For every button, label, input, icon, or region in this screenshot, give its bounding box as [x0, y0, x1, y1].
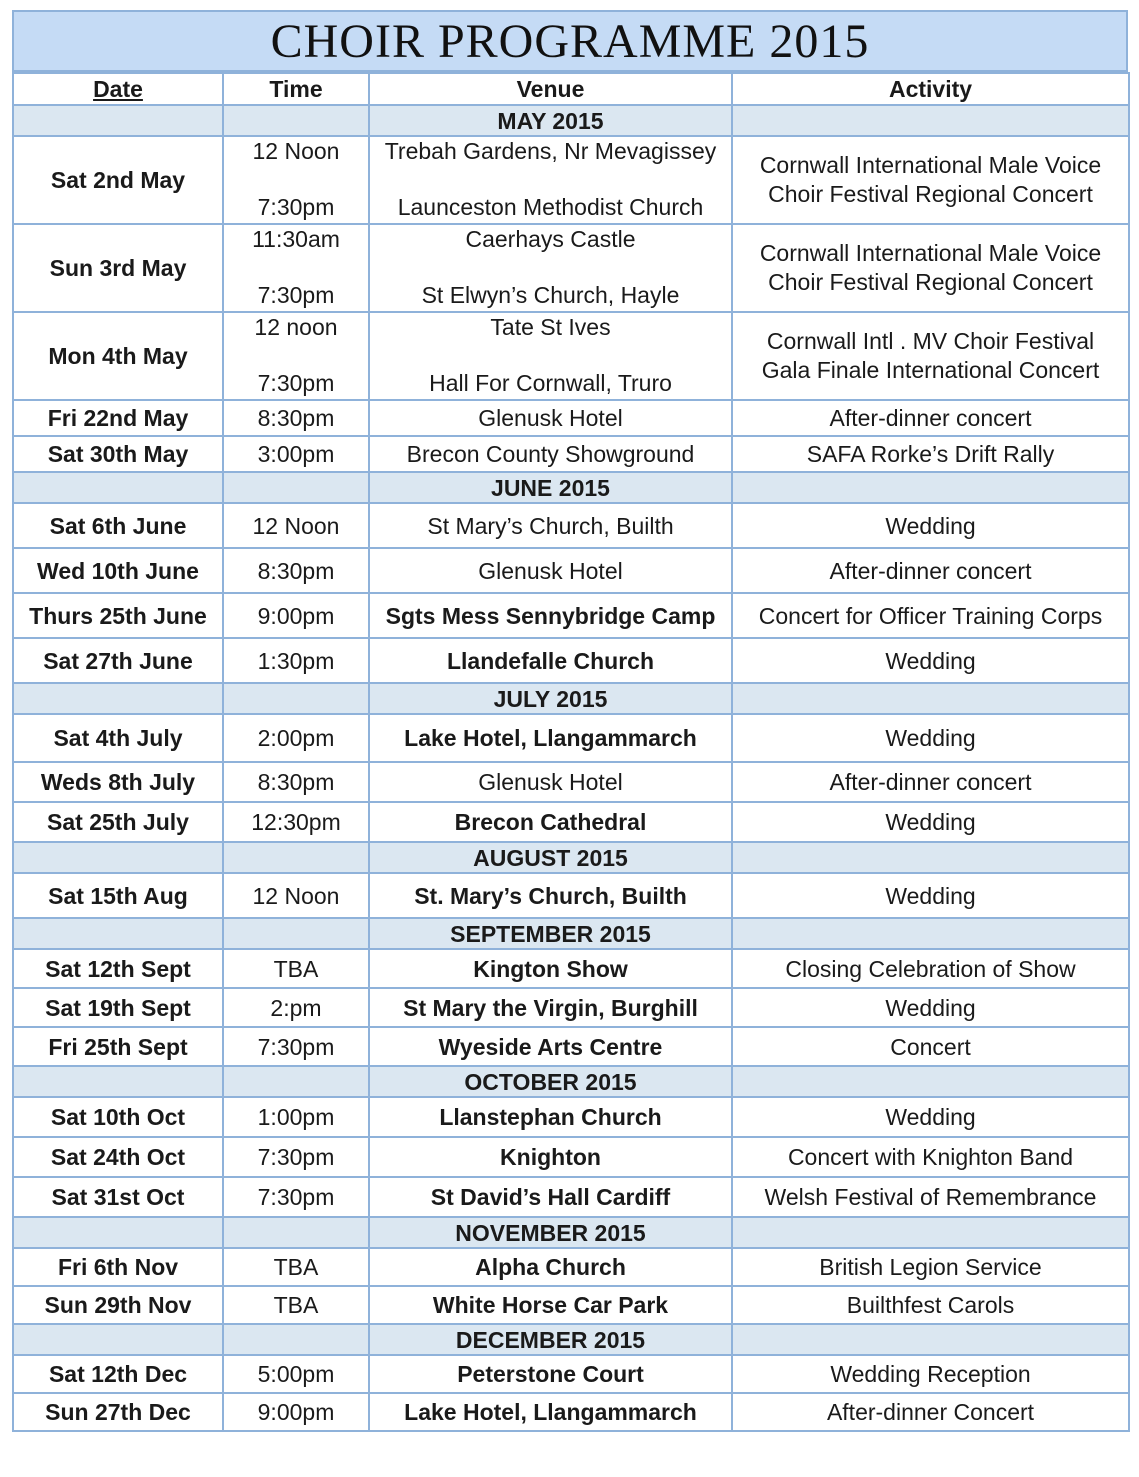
event-activity: Wedding Reception — [732, 1355, 1129, 1393]
table-row — [13, 224, 1129, 312]
column-header-activity: Activity — [732, 73, 1129, 105]
table-row — [13, 988, 1129, 1027]
event-time: 2:00pm — [223, 714, 369, 762]
event-venue: Llandefalle Church — [369, 638, 732, 683]
event-activity: Concert — [732, 1027, 1129, 1066]
table-row — [13, 136, 1129, 224]
event-time: 12 Noon — [223, 503, 369, 548]
event-date: Sat 30th May — [13, 436, 223, 472]
table-row — [13, 1027, 1129, 1066]
event-venue: Lake Hotel, Llangammarch — [369, 1393, 732, 1431]
event-time: TBA — [223, 1286, 369, 1324]
event-time: 7:30pm — [223, 1137, 369, 1177]
table-row — [13, 593, 1129, 638]
event-time: 9:00pm — [223, 593, 369, 638]
event-date: Sat 15th Aug — [13, 873, 223, 918]
event-venue: Peterstone Court — [369, 1355, 732, 1393]
event-date: Sat 10th Oct — [13, 1097, 223, 1137]
event-activity: Wedding — [732, 714, 1129, 762]
event-time: 8:30pm — [223, 548, 369, 593]
column-header-date: Date — [13, 73, 223, 105]
event-venue: Kington Show — [369, 949, 732, 988]
event-date: Thurs 25th June — [13, 593, 223, 638]
event-activity: After-dinner Concert — [732, 1393, 1129, 1431]
event-activity: After-dinner concert — [732, 548, 1129, 593]
event-date: Sun 27th Dec — [13, 1393, 223, 1431]
event-date: Sat 2nd May — [13, 136, 223, 224]
event-date: Mon 4th May — [13, 312, 223, 400]
event-venue: Brecon County Showground — [369, 436, 732, 472]
table-row — [13, 1286, 1129, 1324]
event-venue: White Horse Car Park — [369, 1286, 732, 1324]
header-row — [13, 73, 1129, 105]
table-row — [13, 1097, 1129, 1137]
event-activity: Closing Celebration of Show — [732, 949, 1129, 988]
table-row — [13, 802, 1129, 842]
event-time: TBA — [223, 1248, 369, 1286]
month-row — [13, 918, 1129, 949]
table-row — [13, 638, 1129, 683]
page-title: CHOIR PROGRAMME 2015 — [12, 10, 1128, 72]
event-venue: Glenusk Hotel — [369, 400, 732, 436]
event-time: 12 Noon 7:30pm — [223, 136, 369, 224]
event-venue: Wyeside Arts Centre — [369, 1027, 732, 1066]
event-time: 8:30pm — [223, 400, 369, 436]
month-label: NOVEMBER 2015 — [369, 1217, 732, 1248]
event-activity: Wedding — [732, 1097, 1129, 1137]
event-venue: Knighton — [369, 1137, 732, 1177]
table-row — [13, 714, 1129, 762]
column-header-time: Time — [223, 73, 369, 105]
event-activity: Cornwall International Male Voice Choir Festival Regional Concert — [732, 136, 1129, 224]
event-activity: After-dinner concert — [732, 762, 1129, 802]
event-activity: Wedding — [732, 988, 1129, 1027]
event-date: Sun 3rd May — [13, 224, 223, 312]
month-label: JULY 2015 — [369, 683, 732, 714]
event-time: 3:00pm — [223, 436, 369, 472]
table-row — [13, 312, 1129, 400]
event-activity: Welsh Festival of Remembrance — [732, 1177, 1129, 1217]
event-activity: Concert for Officer Training Corps — [732, 593, 1129, 638]
month-row — [13, 105, 1129, 136]
event-activity: Builthfest Carols — [732, 1286, 1129, 1324]
event-time: 9:00pm — [223, 1393, 369, 1431]
event-date: Sat 12th Dec — [13, 1355, 223, 1393]
event-activity: After-dinner concert — [732, 400, 1129, 436]
event-date: Sat 27th June — [13, 638, 223, 683]
event-venue: St Mary’s Church, Builth — [369, 503, 732, 548]
event-time: 2:pm — [223, 988, 369, 1027]
event-date: Sat 24th Oct — [13, 1137, 223, 1177]
event-date: Fri 6th Nov — [13, 1248, 223, 1286]
event-time: 12 noon 7:30pm — [223, 312, 369, 400]
column-header-venue: Venue — [369, 73, 732, 105]
month-label: MAY 2015 — [369, 105, 732, 136]
event-time: 11:30am 7:30pm — [223, 224, 369, 312]
event-time: TBA — [223, 949, 369, 988]
event-venue: Glenusk Hotel — [369, 548, 732, 593]
event-date: Sat 25th July — [13, 802, 223, 842]
event-venue: Llanstephan Church — [369, 1097, 732, 1137]
month-label: AUGUST 2015 — [369, 842, 732, 873]
event-time: 12:30pm — [223, 802, 369, 842]
event-venue: Tate St Ives Hall For Cornwall, Truro — [369, 312, 732, 400]
month-row — [13, 842, 1129, 873]
table-row — [13, 400, 1129, 436]
event-date: Fri 25th Sept — [13, 1027, 223, 1066]
table-row — [13, 1248, 1129, 1286]
event-date: Fri 22nd May — [13, 400, 223, 436]
table-row — [13, 1355, 1129, 1393]
event-date: Sun 29th Nov — [13, 1286, 223, 1324]
event-date: Sat 4th July — [13, 714, 223, 762]
event-venue: Alpha Church — [369, 1248, 732, 1286]
event-activity: Wedding — [732, 802, 1129, 842]
month-label: SEPTEMBER 2015 — [369, 918, 732, 949]
event-date: Sat 6th June — [13, 503, 223, 548]
month-row — [13, 1324, 1129, 1355]
programme-table — [12, 72, 1130, 1432]
event-time: 7:30pm — [223, 1177, 369, 1217]
table-row — [13, 762, 1129, 802]
event-activity: Cornwall International Male Voice Choir Festival Regional Concert — [732, 224, 1129, 312]
event-venue: St. Mary’s Church, Builth — [369, 873, 732, 918]
event-activity: Wedding — [732, 503, 1129, 548]
event-venue: Brecon Cathedral — [369, 802, 732, 842]
event-activity: Wedding — [732, 873, 1129, 918]
table-row — [13, 1137, 1129, 1177]
month-label: OCTOBER 2015 — [369, 1066, 732, 1097]
event-time: 1:00pm — [223, 1097, 369, 1137]
table-row — [13, 436, 1129, 472]
table-row — [13, 949, 1129, 988]
event-time: 1:30pm — [223, 638, 369, 683]
event-activity: Concert with Knighton Band — [732, 1137, 1129, 1177]
event-date: Sat 12th Sept — [13, 949, 223, 988]
event-venue: Glenusk Hotel — [369, 762, 732, 802]
event-venue: Caerhays Castle St Elwyn’s Church, Hayle — [369, 224, 732, 312]
event-venue: Lake Hotel, Llangammarch — [369, 714, 732, 762]
event-time: 8:30pm — [223, 762, 369, 802]
month-row — [13, 1217, 1129, 1248]
event-venue: Sgts Mess Sennybridge Camp — [369, 593, 732, 638]
event-date: Wed 10th June — [13, 548, 223, 593]
table-row — [13, 548, 1129, 593]
month-label: DECEMBER 2015 — [369, 1324, 732, 1355]
event-activity: British Legion Service — [732, 1248, 1129, 1286]
table-row — [13, 503, 1129, 548]
event-time: 7:30pm — [223, 1027, 369, 1066]
month-row — [13, 472, 1129, 503]
event-venue: Trebah Gardens, Nr Mevagissey Launceston Methodist Church — [369, 136, 732, 224]
event-date: Sat 31st Oct — [13, 1177, 223, 1217]
month-row — [13, 683, 1129, 714]
programme-sheet — [12, 10, 1128, 1432]
table-row — [13, 1393, 1129, 1431]
event-date: Sat 19th Sept — [13, 988, 223, 1027]
event-venue: St David’s Hall Cardiff — [369, 1177, 732, 1217]
month-row — [13, 1066, 1129, 1097]
event-date: Weds 8th July — [13, 762, 223, 802]
event-time: 12 Noon — [223, 873, 369, 918]
table-row — [13, 1177, 1129, 1217]
table-row — [13, 873, 1129, 918]
month-label: JUNE 2015 — [369, 472, 732, 503]
event-time: 5:00pm — [223, 1355, 369, 1393]
event-activity: Cornwall Intl . MV Choir Festival Gala Finale International Concert — [732, 312, 1129, 400]
event-activity: SAFA Rorke’s Drift Rally — [732, 436, 1129, 472]
event-activity: Wedding — [732, 638, 1129, 683]
event-venue: St Mary the Virgin, Burghill — [369, 988, 732, 1027]
